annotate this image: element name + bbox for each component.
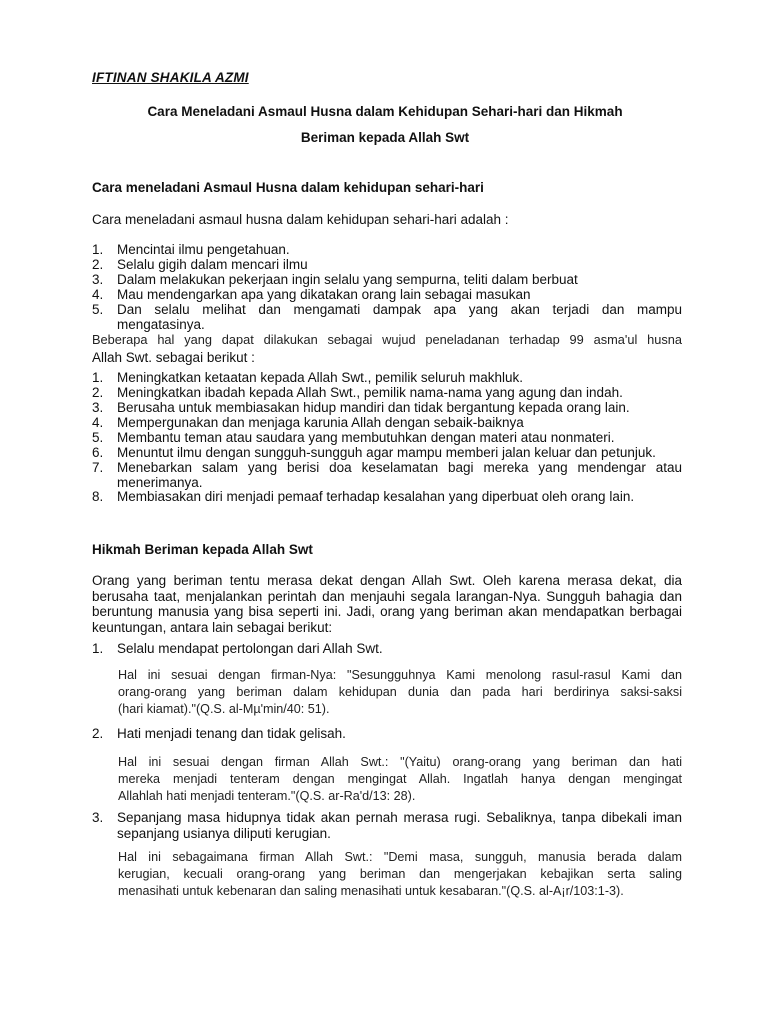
list-item	[92, 370, 682, 385]
list-number: 7.	[92, 460, 104, 475]
section1-intro: Cara meneladani asmaul husna dalam kehidupan sehari-hari adalah :	[92, 212, 509, 227]
quote-line: orang-orang yang beriman dalam kehidupan dunia dan pada hari berdirinya saksi-saksi	[118, 685, 682, 699]
list-text: Selalu gigih dalam mencari ilmu	[117, 257, 308, 272]
list-number: 4.	[92, 415, 104, 430]
benefit-quote	[118, 849, 682, 900]
list-item	[92, 287, 682, 302]
list-number: 6.	[92, 445, 104, 460]
benefit-item	[92, 726, 682, 741]
section1-para2-line1: Beberapa hal yang dapat dilakukan sebagai wujud peneladanan terhadap 99 asma'ul husna	[92, 332, 682, 347]
list-item	[92, 385, 682, 400]
quote-line: Hal ini sesuai dengan firman-Nya: "Sesungguhnya Kami menolong rasul-rasul Kami dan	[118, 668, 682, 682]
quote-line: menasihati untuk kebenaran dan saling menasihati untuk kesabaran."(Q.S. al-A¡r/103:1-3).	[118, 884, 624, 898]
list-item	[92, 302, 682, 317]
section2-heading: Hikmah Beriman kepada Allah Swt	[92, 542, 313, 557]
list-text-continued: menerimanya.	[117, 475, 203, 490]
document-title-line1: Cara Meneladani Asmaul Husna dalam Kehidupan Sehari-hari dan Hikmah	[147, 104, 623, 119]
list-item	[92, 257, 682, 272]
benefit-item	[92, 641, 682, 656]
list-text: Mau mendengarkan apa yang dikatakan orang lain sebagai masukan	[117, 287, 531, 302]
list-number: 5.	[92, 302, 104, 317]
list-text: Dalam melakukan pekerjaan ingin selalu yang sempurna, teliti dalam berbuat	[117, 272, 578, 287]
quote-line: Hal ini sebagaimana firman Allah Swt.: "Demi masa, sungguh, manusia berada dalam	[118, 850, 682, 864]
list-item	[92, 400, 682, 415]
quote-line: kerugian, kecuali orang-orang yang beriman dan mengerjakan kebajikan serta saling	[118, 867, 682, 881]
quote-line: Allahlah hati menjadi tenteram."(Q.S. ar-Ra'd/13: 28).	[118, 789, 416, 803]
list-item	[92, 460, 682, 475]
list-text: Berusaha untuk membiasakan hidup mandiri dan tidak bergantung kepada orang lain.	[117, 400, 630, 415]
list-text-continued: mengatasinya.	[117, 317, 205, 332]
list-item	[92, 489, 682, 504]
section2-intro-line: Orang yang beriman tentu merasa dekat dengan Allah Swt. Oleh karena merasa dekat, dia	[92, 573, 682, 588]
benefit-item	[92, 810, 682, 825]
author-name: IFTINAN SHAKILA AZMI	[92, 70, 249, 85]
list-number: 4.	[92, 287, 104, 302]
list-number: 1.	[92, 370, 104, 385]
quote-line: (hari kiamat)."(Q.S. al-Mµ'min/40: 51).	[118, 702, 330, 716]
list-number: 2.	[92, 385, 104, 400]
list-text: Membiasakan diri menjadi pemaaf terhadap kesalahan yang diperbuat oleh orang lain.	[117, 489, 635, 504]
benefit-quote	[118, 754, 682, 805]
list-text: Menuntut ilmu dengan sungguh-sungguh agar mampu memberi jalan keluar dan petunjuk.	[117, 445, 656, 460]
list-text: Meningkatkan ketaatan kepada Allah Swt., pemilik seluruh makhluk.	[117, 370, 523, 385]
list-text: Mencintai ilmu pengetahuan.	[117, 242, 290, 257]
benefit-text: Sepanjang masa hidupnya tidak akan pernah merasa rugi. Sebaliknya, tanpa dibekali iman	[117, 810, 682, 825]
benefit-text: Selalu mendapat pertolongan dari Allah Swt.	[117, 641, 383, 656]
quote-line: Hal ini sesuai dengan firman Allah Swt.: "(Yaitu) orang-orang yang beriman dan hati	[118, 755, 682, 769]
section2-intro-line: beruntung manusia yang bisa seperti ini. Jadi, orang yang beriman akan mendapatkan berbagai	[92, 604, 682, 619]
list-number: 1.	[92, 242, 104, 257]
list-number: 2.	[92, 257, 104, 272]
list-number: 3.	[92, 400, 104, 415]
section1-heading: Cara meneladani Asmaul Husna dalam kehidupan sehari-hari	[92, 180, 484, 195]
benefit-number: 1.	[92, 641, 104, 656]
benefit-number: 2.	[92, 726, 104, 741]
section2-intro-line: keuntungan, antara lain sebagai berikut:	[92, 619, 333, 635]
document-title-line2: Beriman kepada Allah Swt	[300, 130, 470, 145]
list-text: Dan selalu melihat dan mengamati dampak apa yang akan terjadi dan mampu	[117, 302, 682, 317]
list-item	[92, 430, 682, 445]
quote-line: mereka menjadi tenteram dengan mengingat Allah. Ingatlah hanya dengan mengingat	[118, 772, 682, 786]
section2-intro	[92, 573, 682, 635]
list-text: Menebarkan salam yang berisi doa keselamatan bagi mereka yang mendengar atau	[117, 460, 682, 475]
list-item	[92, 242, 682, 257]
list-number: 3.	[92, 272, 104, 287]
benefit-number: 3.	[92, 810, 104, 825]
list-text: Meningkatkan ibadah kepada Allah Swt., pemilik nama-nama yang agung dan indah.	[117, 385, 623, 400]
list-number: 5.	[92, 430, 104, 445]
benefit-text: Hati menjadi tenang dan tidak gelisah.	[117, 726, 346, 741]
benefit-quote	[118, 667, 682, 718]
list-number: 8.	[92, 489, 104, 504]
list-item	[92, 445, 682, 460]
section2-intro-line: berusaha taat, menjalankan perintah dan menjauhi segala larangan-Nya. Sungguh bahagia dan	[92, 588, 682, 604]
list-text: Mempergunakan dan menjaga karunia Allah dengan sebaik-baiknya	[117, 415, 524, 430]
list-item	[92, 272, 682, 287]
list-item	[92, 415, 682, 430]
list-text: Membantu teman atau saudara yang membutuhkan dengan materi atau nonmateri.	[117, 430, 615, 445]
benefit-text-continued: sepanjang usianya diliputi kerugian.	[117, 826, 331, 841]
section1-para2-line2: Allah Swt. sebagai berikut :	[92, 350, 255, 365]
